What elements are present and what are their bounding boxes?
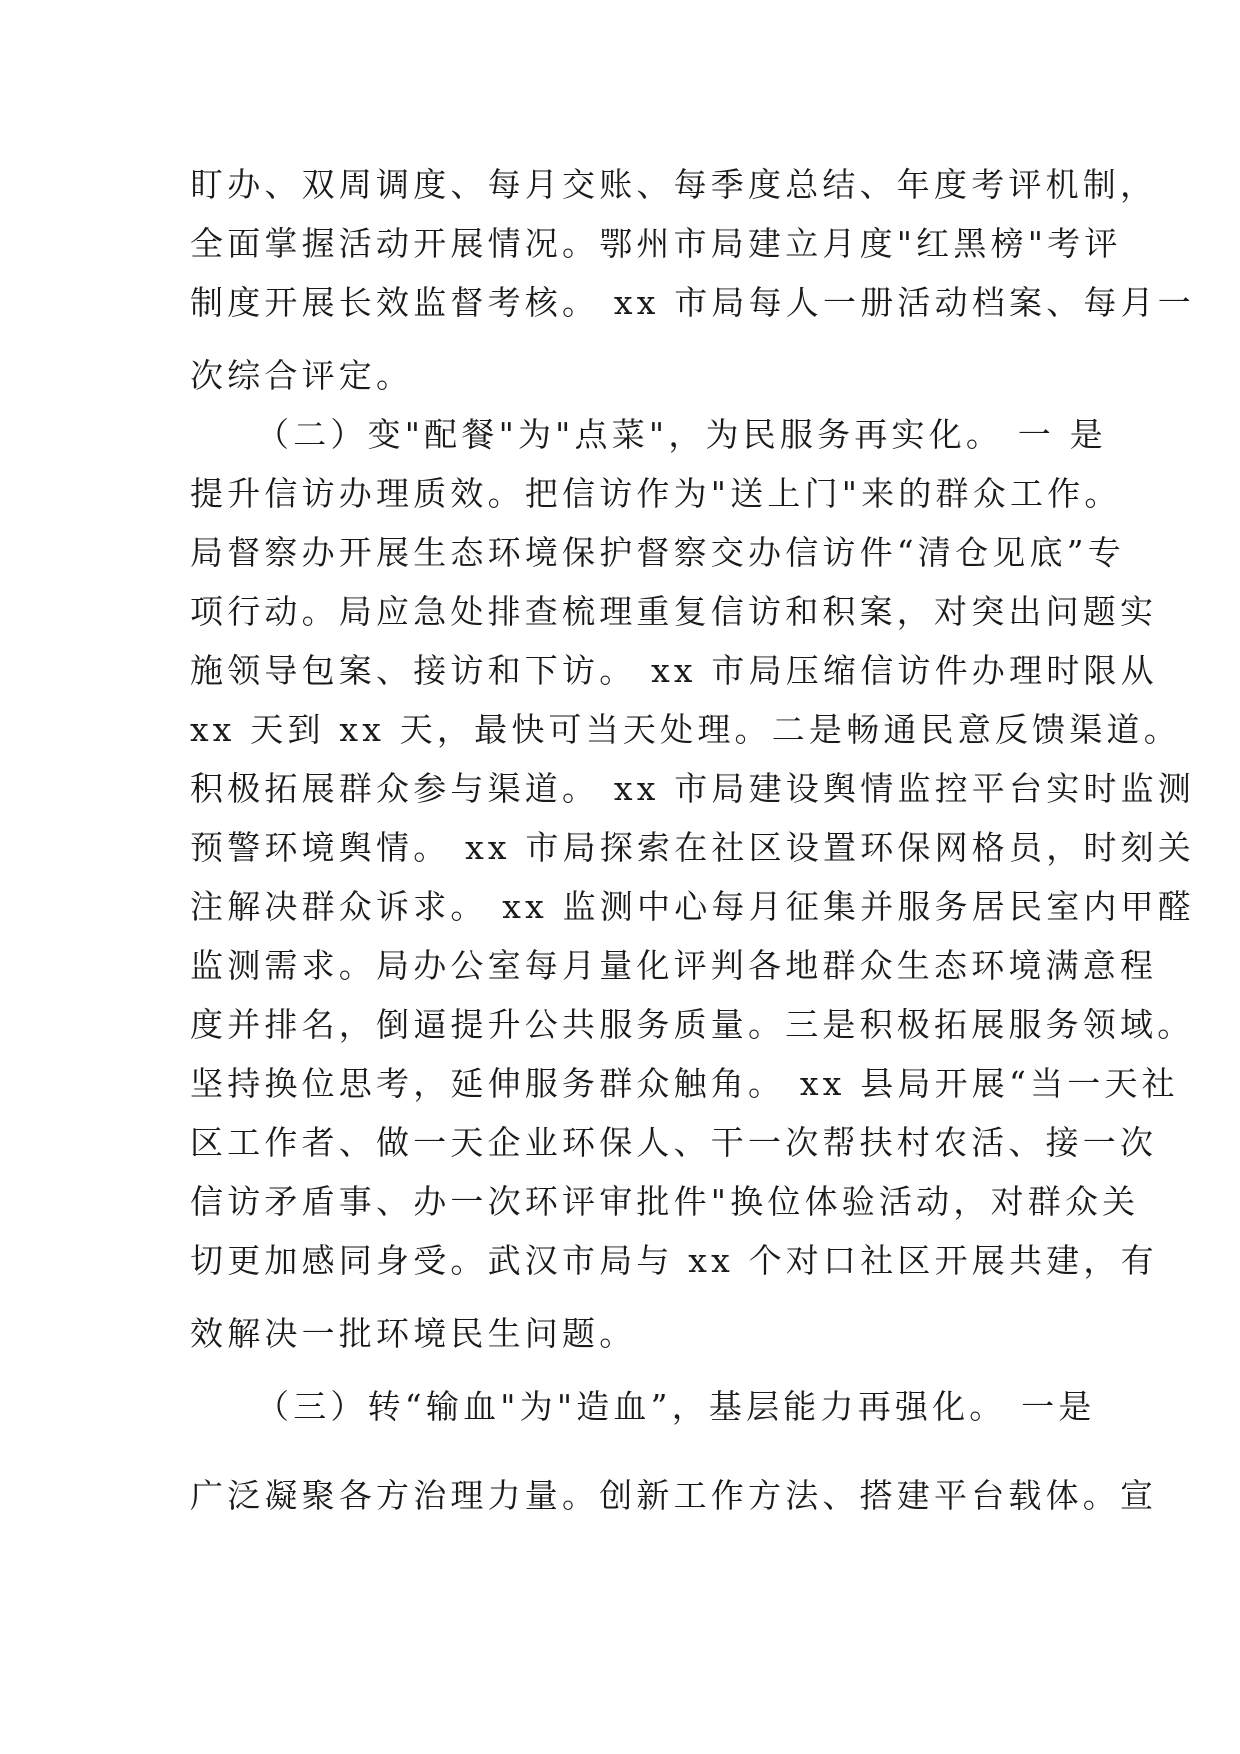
text-line: 度并排名，倒逼提升公共服务质量。三是积极拓展服务领域。 (190, 1005, 1195, 1044)
text-line: 区工作者、做一天企业环保人、干一次帮扶村农活、接一次 (190, 1123, 1158, 1162)
text-line: （三）转“输血"为"造血”，基层能力再强化。 一是 (256, 1387, 1096, 1426)
line-gap (190, 1290, 1055, 1304)
body-text (190, 155, 1196, 1525)
text-line: 信访矛盾事、办一次环评审批件"换位体验活动，对群众关 (190, 1182, 1140, 1221)
text-line: 提升信访办理质效。把信访作为"送上门"来的群众工作。 (190, 474, 1122, 513)
text-line: 切更加感同身受。武汉市局与 xx 个对口社区开展共建，有 (190, 1241, 1158, 1280)
text-line: 积极拓展群众参与渠道。 xx 市局建设舆情监控平台实时监测 (190, 769, 1196, 808)
line-gap (190, 1363, 1055, 1377)
text-line: 坚持换位思考，延伸服务群众触角。 xx 县局开展“当一天社 (190, 1064, 1179, 1103)
text-line: 监测需求。局办公室每月量化评判各地群众生态环境满意程 (190, 946, 1158, 985)
text-line: 项行动。局应急处排查梳理重复信访和积案，对突出问题实 (190, 592, 1158, 631)
text-line: 效解决一批环境民生问题。 (190, 1314, 637, 1353)
text-line: 局督察办开展生态环境保护督察交办信访件“清仓见底”专 (190, 533, 1125, 572)
text-line: 全面掌握活动开展情况。鄂州市局建立月度"红黑榜"考评 (190, 224, 1122, 263)
line-gap (190, 332, 1055, 346)
text-line: 盯办、双周调度、每月交账、每季度总结、年度考评机制， (190, 165, 1158, 204)
line-gap (190, 1436, 1055, 1466)
text-line: 制度开展长效监督考核。 xx 市局每人一册活动档案、每月一 (190, 283, 1196, 322)
text-line: xx 天到 xx 天，最快可当天处理。二是畅通民意反馈渠道。 (190, 710, 1181, 749)
text-line: 施领导包案、接访和下访。 xx 市局压缩信访件办理时限从 (190, 651, 1158, 690)
text-line: 次综合评定。 (190, 356, 414, 395)
text-line: 预警环境舆情。 xx 市局探索在社区设置环保网格员，时刻关 (190, 828, 1196, 867)
text-line: （二）变"配餐"为"点菜"，为民服务再实化。 一 是 (256, 415, 1107, 454)
text-line: 广泛凝聚各方治理力量。创新工作方法、搭建平台载体。宣 (190, 1476, 1158, 1515)
text-line: 注解决群众诉求。 xx 监测中心每月征集并服务居民室内甲醛 (190, 887, 1196, 926)
